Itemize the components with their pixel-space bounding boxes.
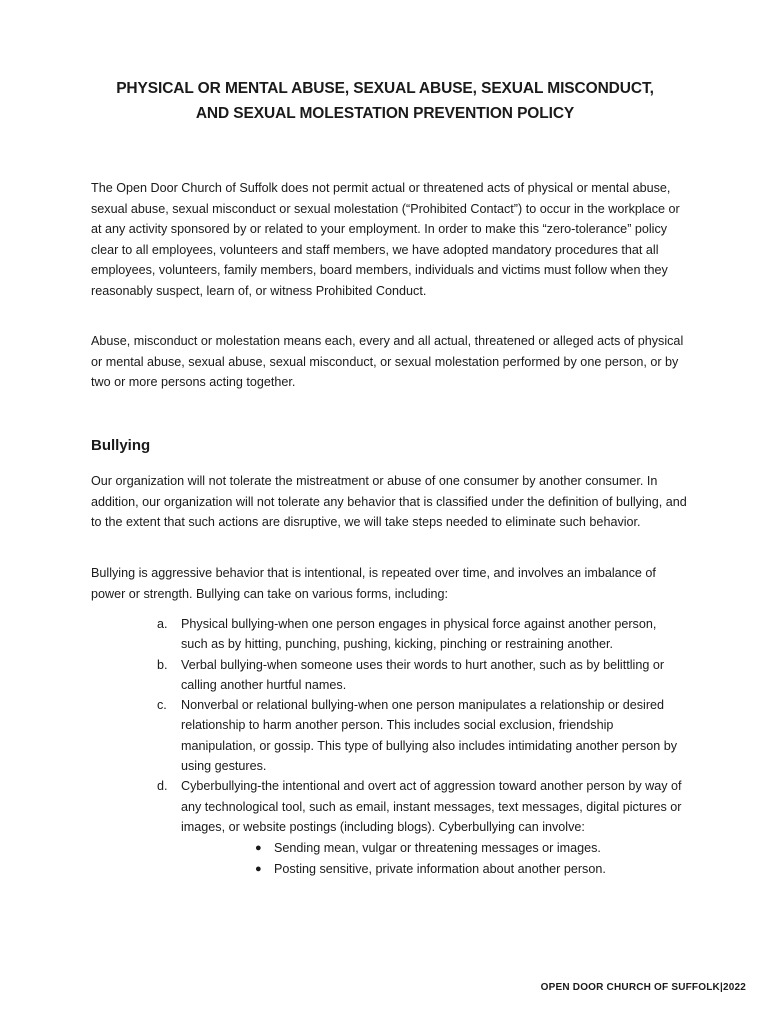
bullet-icon: ●	[255, 862, 262, 875]
bullying-paragraph-1-text: Our organization will not tolerate the mistreatment or abuse of one consumer by another consumer. In addition, our organization will not tolerate any behavior that is classified under the definition of bullying, and to the extent that such actions are disruptive, we will take steps needed to eliminate such behavior.	[91, 474, 687, 529]
sub-bullet-text: Posting sensitive, private information about another person.	[274, 861, 606, 876]
list-marker: c.	[157, 698, 167, 713]
list-item-text: Verbal bullying-when someone uses their words to hurt another, such as by belittling or calling another hurtful names.	[181, 657, 665, 692]
list-item-text: Cyberbullying-the intentional and overt act of aggression toward another person by way of any technological tool, such as email, instant messages, text messages, digital pictures or images, or website postings (including blogs). Cyberbullying can involve:	[181, 779, 682, 834]
intro-paragraph-1	[91, 178, 691, 301]
cyberbullying-sub-list	[141, 838, 686, 879]
list-item	[141, 776, 686, 837]
list-item-text: Nonverbal or relational bullying-when one person manipulates a relationship or desired relationship to harm another person. This includes social exclusion, friendship manipulation, or gossip. This type of bullying also includes intimidating another person by using gestures.	[181, 698, 678, 774]
policy-title	[40, 76, 730, 126]
list-item	[141, 655, 686, 696]
title-line-2: AND SEXUAL MOLESTATION PREVENTION POLICY	[195, 105, 575, 122]
bullying-paragraph-1	[91, 471, 691, 533]
bullying-paragraph-2-text: Bullying is aggressive behavior that is intentional, is repeated over time, and involves an imbalance of power or strength. Bullying can take on various forms, including:	[91, 566, 656, 601]
bullying-heading: Bullying	[91, 437, 151, 454]
list-marker: a.	[157, 617, 168, 631]
intro-paragraph-1-text: The Open Door Church of Suffolk does not permit actual or threatened acts of physical or mental abuse, sexual abuse, sexual misconduct or sexual molestation (“Prohibited Contact”) to occur in the workplace or at any activity sponsored by or related to your employment. In order to make this “zero-tolerance” policy clear to all employees, volunteers and staff members, we have adopted mandatory procedures that all employees, volunteers, family members, board members, individuals and victims must follow when they reasonably suspect, learn of, or witness Prohibited Conduct.	[91, 181, 680, 298]
footer-separator: |	[719, 982, 723, 993]
bullying-paragraph-2	[91, 563, 691, 604]
intro-paragraph-2-text: Abuse, misconduct or molestation means each, every and all actual, threatened or alleged acts of physical or mental abuse, sexual abuse, sexual misconduct, or sexual molestation performed by one person, or by two or more persons acting together.	[91, 334, 684, 389]
bullet-icon: ●	[255, 842, 262, 855]
list-marker: b.	[157, 657, 168, 672]
list-item-text: Physical bullying-when one person engages in physical force against another person, such as by hitting, punching, pushing, kicking, pinching or restraining another.	[181, 617, 657, 652]
page-footer	[541, 982, 746, 993]
list-item	[141, 614, 686, 655]
intro-paragraph-2	[91, 331, 691, 393]
sub-bullet-item	[141, 859, 686, 879]
sub-bullet-text: Sending mean, vulgar or threatening messages or images.	[274, 841, 601, 856]
footer-org: OPEN DOOR CHURCH OF SUFFOLK	[540, 982, 720, 993]
list-marker: d.	[157, 779, 168, 794]
list-item	[141, 695, 686, 776]
footer-year: 2022	[722, 982, 746, 993]
title-line-1: PHYSICAL OR MENTAL ABUSE, SEXUAL ABUSE, SEXUAL MISCONDUCT,	[116, 80, 654, 97]
bullying-forms-list	[141, 614, 686, 879]
sub-bullet-item	[141, 838, 686, 858]
